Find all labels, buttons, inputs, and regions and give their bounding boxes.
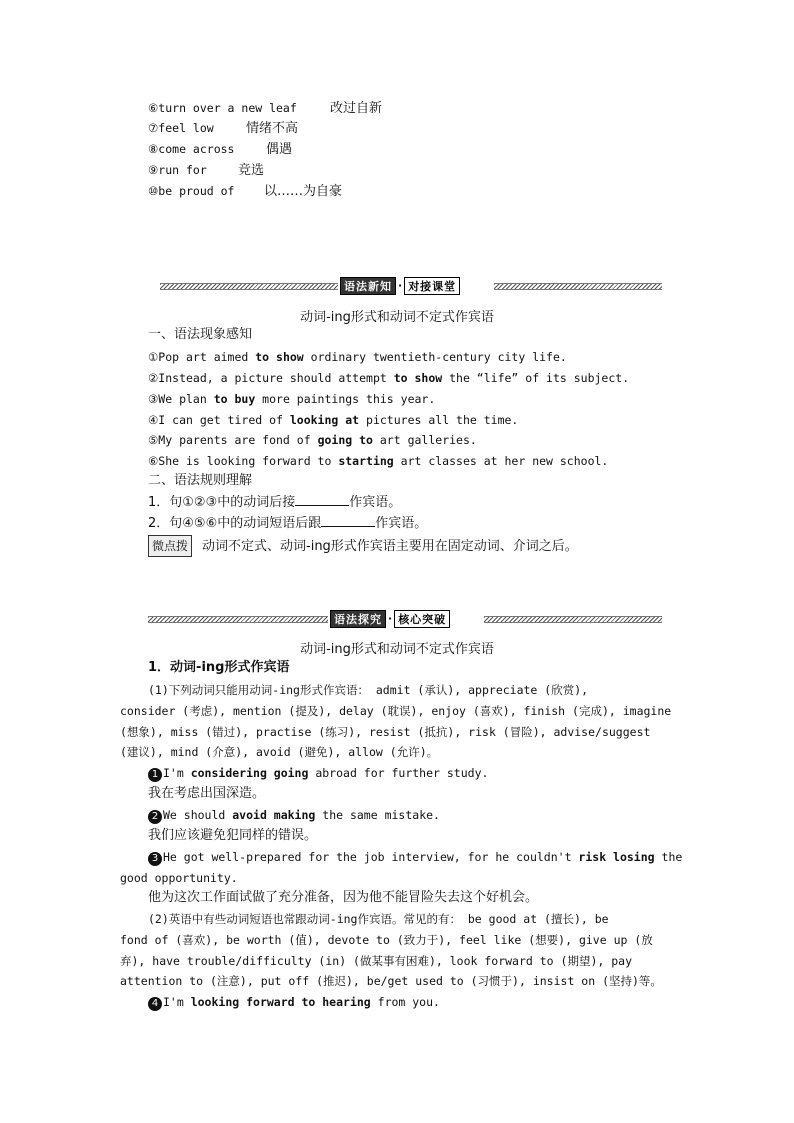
section-title: 动词-ing形式和动词不定式作宾语 — [300, 642, 494, 657]
example-sentence — [148, 410, 518, 430]
subheading: 一、语法现象感知 — [148, 327, 253, 342]
example-text: We should — [163, 808, 233, 822]
paragraph-line: (1)下列动词只能用动词-ing形式作宾语： admit (承认), appreciate (欣赏), — [148, 683, 589, 697]
example-bold: looking forward to hearing — [190, 995, 371, 1009]
tip-tag: 微点拨 — [148, 535, 192, 557]
example-sentence — [148, 805, 440, 825]
banner-hatch-left — [148, 616, 328, 623]
vocab-en: ⑩be proud of — [148, 184, 235, 198]
example-text: abroad for further study. — [308, 766, 489, 780]
example-text: from you. — [370, 995, 440, 1009]
example-bold: to show — [255, 350, 304, 364]
example-text: art galleries. — [372, 433, 477, 447]
vocab-item — [148, 98, 382, 119]
example-bold: considering going — [190, 766, 309, 780]
example-sentence — [148, 368, 629, 388]
banner-hatch-right — [494, 283, 662, 290]
example-bold: avoid making — [232, 808, 316, 822]
paragraph-line: (想象), miss (错过), practise (练习), resist (抵抗), risk (冒险), advise/suggest — [120, 725, 651, 739]
banner-label-b: 对接课堂 — [404, 277, 460, 295]
example-sentence — [148, 430, 477, 450]
example-text: more paintings this year. — [255, 392, 436, 406]
example-text: ordinary twentieth-century city life. — [303, 350, 567, 364]
tip-line — [148, 535, 578, 557]
banner-dot: · — [398, 279, 403, 292]
example-sentence — [148, 347, 567, 367]
vocab-en: ⑦feel low — [148, 121, 214, 135]
example-text: ④I can get tired of — [148, 413, 290, 427]
translation: 我在考虑出国深造。 — [148, 786, 266, 801]
paragraph-line: attention to (注意), put off (推迟), be/get used to (习惯于), insist on (坚持)等。 — [120, 974, 662, 988]
example-text: ⑤My parents are fond of — [148, 433, 318, 447]
example-text: ①Pop art aimed — [148, 350, 256, 364]
banner-hatch-right — [484, 616, 662, 623]
example-sentence — [148, 763, 488, 783]
banner-label-b: 核心突破 — [394, 610, 450, 628]
vocab-en: ⑥turn over a new leaf — [148, 101, 297, 115]
banner-label — [340, 278, 460, 293]
rule-line — [148, 493, 401, 513]
rule-text: 2．句④⑤⑥中的动词短语后跟 — [148, 516, 322, 531]
example-text: He got well-prepared for the job interview, for he couldn't — [163, 850, 579, 864]
vocab-cn: 情绪不高 — [246, 121, 299, 136]
number-badge: 2 — [148, 810, 162, 824]
vocab-item — [148, 160, 264, 181]
vocab-item — [148, 118, 298, 139]
rule-text: 作宾语。 — [349, 495, 402, 510]
example-text: ③We plan — [148, 392, 214, 406]
example-text: the “life” of its subject. — [442, 371, 630, 385]
example-text: ②Instead, a picture should attempt — [148, 371, 394, 385]
vocab-cn: 以……为自豪 — [264, 184, 343, 199]
example-text: the same mistake. — [315, 808, 440, 822]
vocab-cn: 竞选 — [238, 163, 265, 178]
example-bold: going to — [317, 433, 373, 447]
translation: 他为这次工作面试做了充分准备，因为他不能冒险失去这个好机会。 — [148, 890, 539, 905]
vocab-item — [148, 139, 292, 160]
example-text: ⑥She is looking forward to — [148, 454, 339, 468]
tip-text: 动词不定式、动词-ing形式作宾语主要用在固定动词、介词之后。 — [202, 539, 578, 554]
banner-hatch-left — [160, 283, 338, 290]
example-sentence — [148, 451, 608, 471]
example-continuation: good opportunity. — [120, 871, 238, 885]
example-bold: to show — [393, 371, 443, 385]
vocab-item — [148, 181, 342, 202]
example-sentence — [148, 992, 440, 1012]
example-bold: starting — [338, 454, 394, 468]
example-bold: risk losing — [578, 850, 655, 864]
answer-blank[interactable] — [295, 493, 349, 506]
translation: 我们应该避免犯同样的错误。 — [148, 828, 318, 843]
banner-label-a: 语法探究 — [330, 610, 386, 628]
example-bold: looking at — [289, 413, 360, 427]
banner-label-a: 语法新知 — [340, 277, 396, 295]
example-text: I'm — [163, 995, 191, 1009]
vocab-cn: 改过自新 — [330, 101, 383, 116]
example-sentence — [148, 389, 435, 409]
answer-blank[interactable] — [321, 514, 375, 527]
number-badge: 3 — [148, 852, 162, 866]
rule-line — [148, 514, 427, 534]
vocab-cn: 偶遇 — [266, 142, 293, 157]
banner-label — [330, 611, 450, 626]
paragraph-line: 弃), have trouble/difficulty (in) (做某事有困难), look forward to (期望), pay — [120, 954, 632, 968]
number-badge: 1 — [148, 768, 162, 782]
subheading: 二、语法规则理解 — [148, 473, 253, 488]
section-banner — [160, 278, 662, 294]
rule-text: 作宾语。 — [375, 516, 428, 531]
number-badge: 4 — [148, 997, 162, 1011]
paragraph-line: (2)英语中有些动词短语也常跟动词-ing作宾语。常见的有： be good at (擅长), be — [148, 912, 609, 926]
section-title: 动词-ing形式和动词不定式作宾语 — [300, 310, 494, 325]
section-banner — [148, 611, 662, 627]
subheading: 1．动词-ing形式作宾语 — [148, 660, 290, 675]
paragraph-line: consider (考虑), mention (提及), delay (耽误), enjoy (喜欢), finish (完成), imagine — [120, 704, 672, 718]
example-bold: to buy — [213, 392, 256, 406]
example-text: I'm — [163, 766, 191, 780]
example-sentence — [148, 847, 682, 867]
example-text: pictures all the time. — [359, 413, 519, 427]
example-text: art classes at her new school. — [393, 454, 609, 468]
paragraph-line: fond of (喜欢), be worth (值), devote to (致力于), feel like (想要), give up (放 — [120, 933, 653, 947]
example-text: the — [654, 850, 683, 864]
banner-dot: · — [388, 612, 393, 625]
paragraph-line: (建议), mind (介意), avoid (避免), allow (允许)。 — [120, 745, 439, 759]
rule-text: 1．句①②③中的动词后接 — [148, 495, 296, 510]
vocab-en: ⑧come across — [148, 142, 235, 156]
vocab-en: ⑨run for — [148, 163, 207, 177]
